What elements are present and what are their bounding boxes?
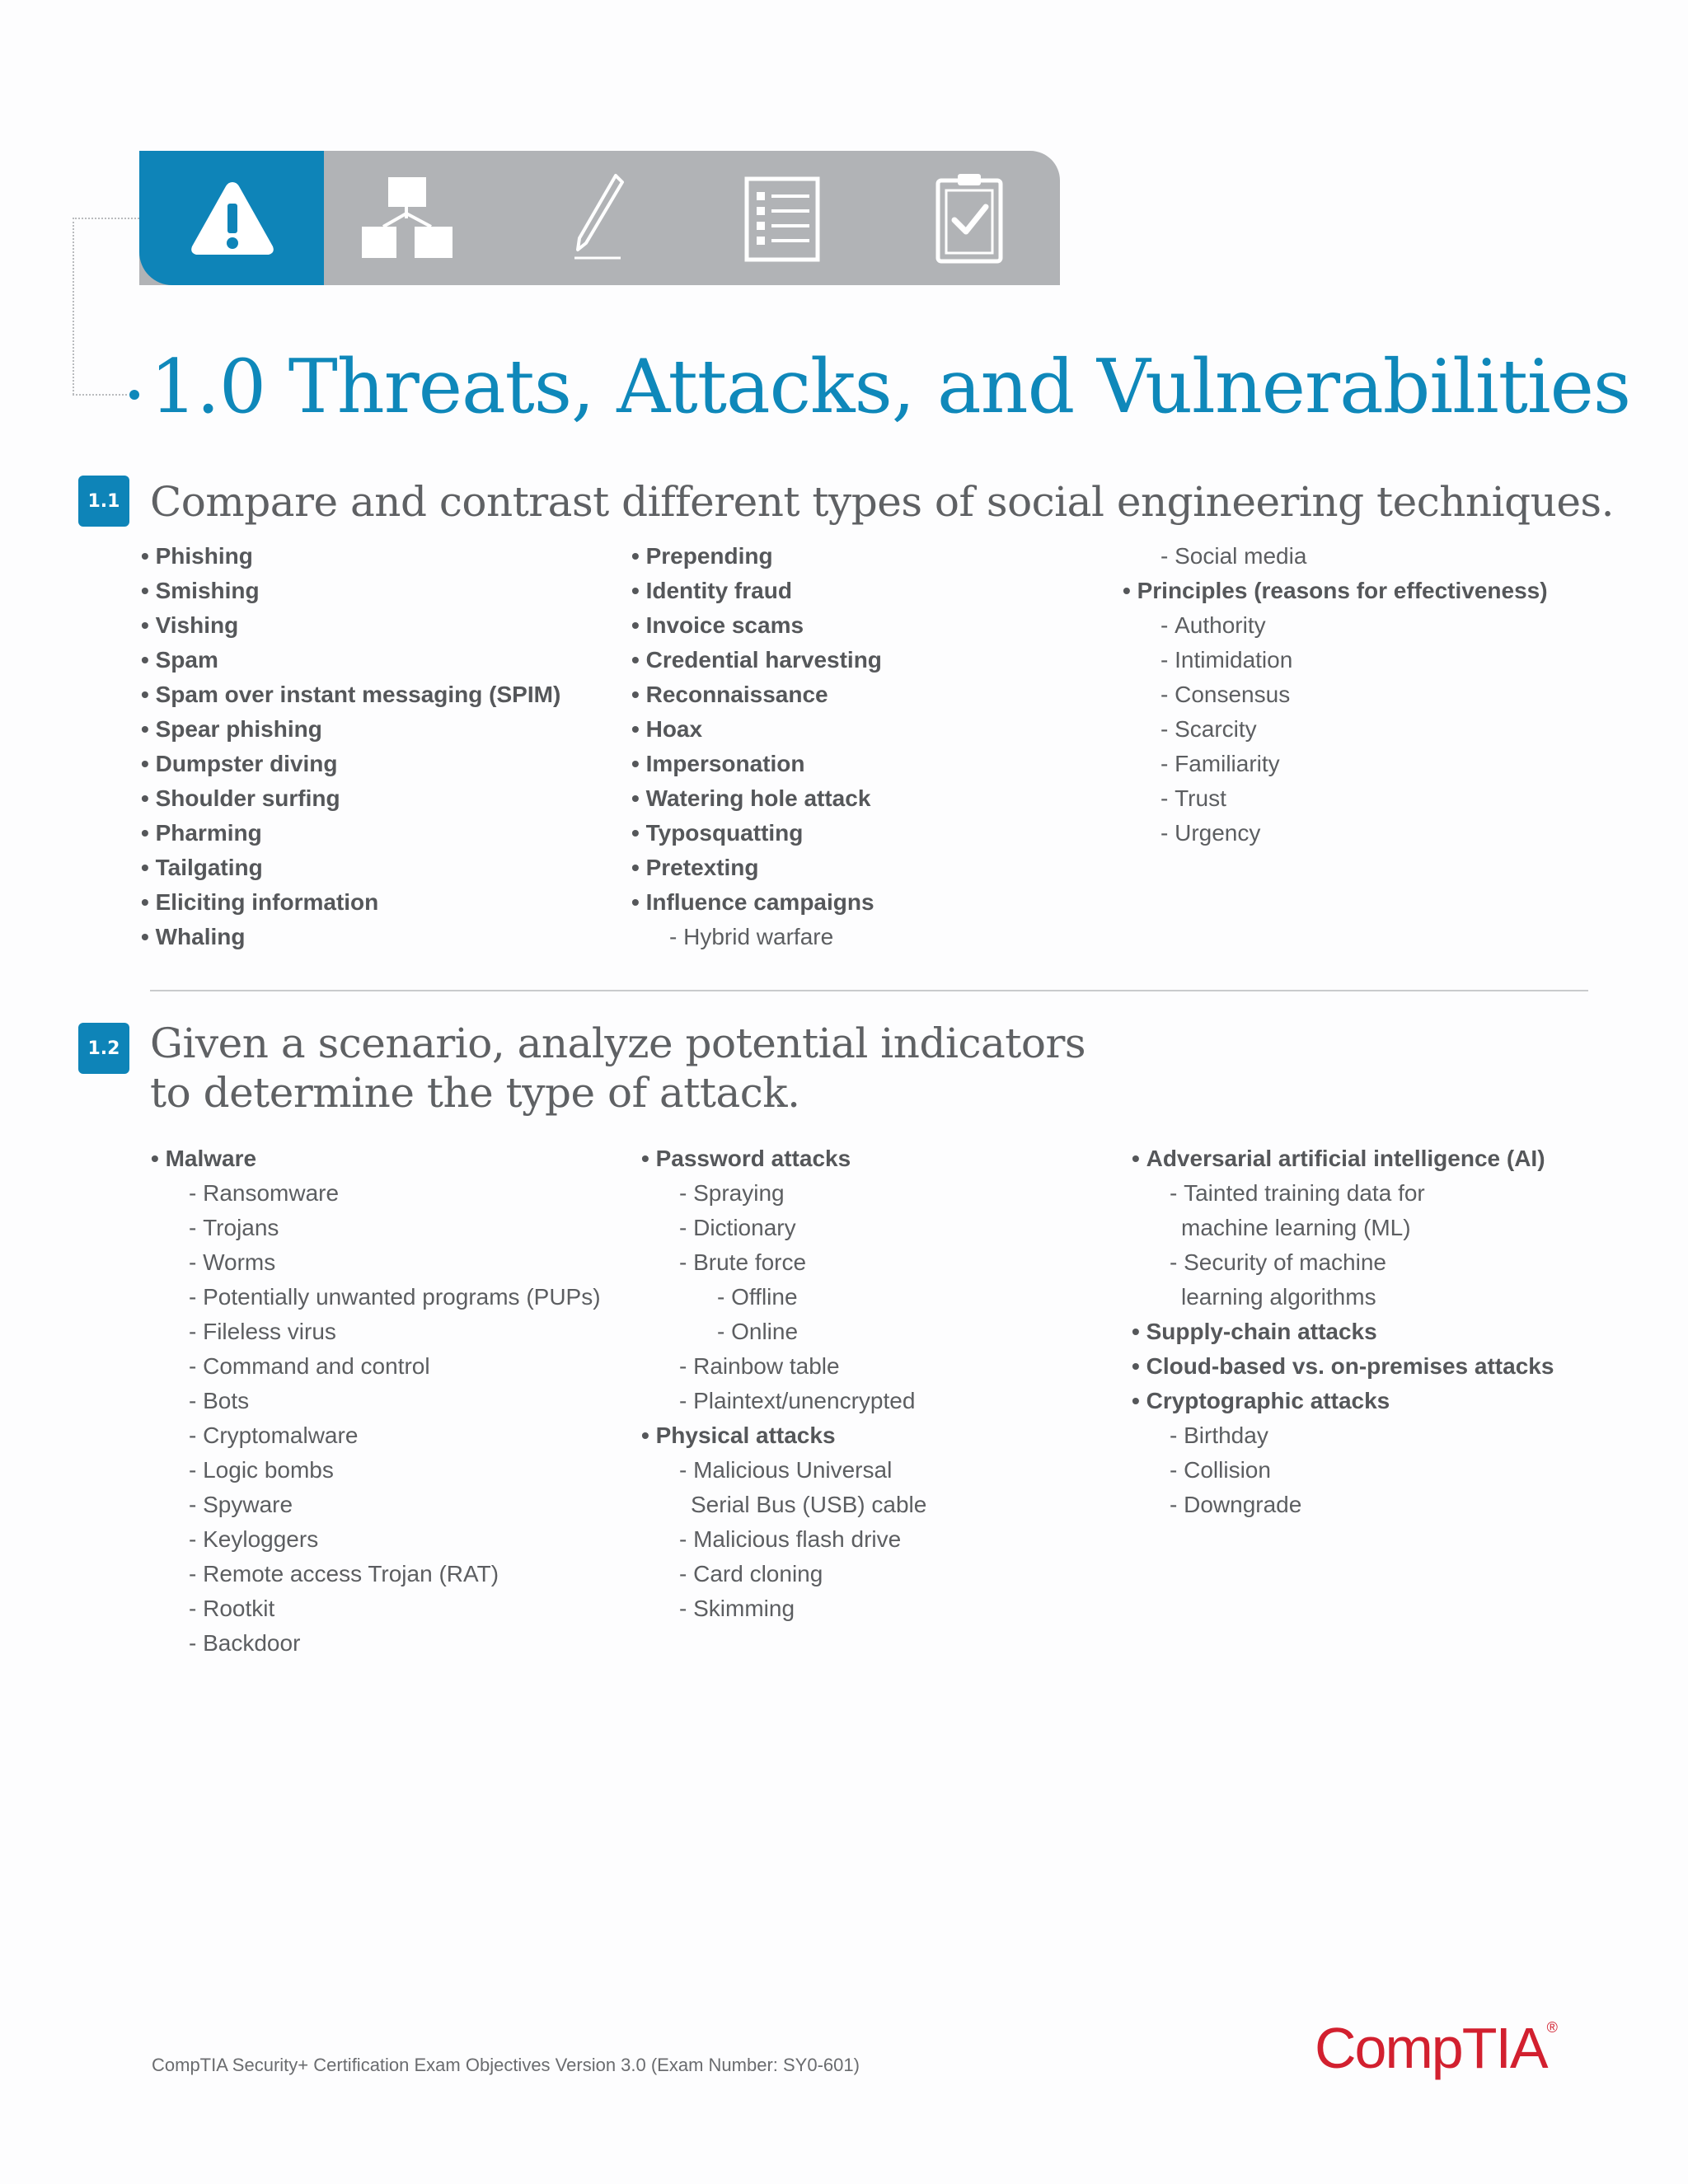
list-item: • Smishing [141, 574, 560, 608]
list-subitem: - Worms [151, 1245, 601, 1280]
list-subitem: - Collision [1132, 1453, 1554, 1488]
list-subitem: - Intimidation [1123, 643, 1548, 677]
list-item: • Vishing [141, 608, 560, 643]
section-1-1-column-1 [141, 539, 560, 954]
list-item: • Physical attacks [641, 1418, 926, 1453]
list-item: • Spam over instant messaging (SPIM) [141, 677, 560, 712]
list-subitem: - Trojans [151, 1211, 601, 1245]
list-item: • Invoice scams [631, 608, 882, 643]
list-item: • Influence campaigns [631, 885, 882, 920]
list-item: • Prepending [631, 539, 882, 574]
list-item: • Credential harvesting [631, 643, 882, 677]
list-subsubitem: - Online [641, 1315, 926, 1349]
list-subitem: - Consensus [1123, 677, 1548, 712]
list-subitem: - Urgency [1123, 816, 1548, 851]
list-item: • Pretexting [631, 851, 882, 885]
domain-tab-threats[interactable] [139, 151, 324, 285]
connector-line-top [73, 218, 139, 219]
list-subitem: - Ransomware [151, 1176, 601, 1211]
list-subitem: - Plaintext/unencrypted [641, 1384, 926, 1418]
list-subitem: - Keyloggers [151, 1522, 601, 1557]
list-item: • Cryptographic attacks [1132, 1384, 1554, 1418]
list-subitem: - Downgrade [1132, 1488, 1554, 1522]
section-1-1-column-3 [1123, 539, 1548, 851]
section-1-1-column-2 [631, 539, 882, 954]
section-divider [150, 990, 1588, 991]
comptia-logo [1315, 2011, 1578, 2085]
page-title: 1.0 Threats, Attacks, and Vulnerabilities [150, 344, 1631, 430]
list-subitem: - Authority [1123, 608, 1548, 643]
list-item: • Typosquatting [631, 816, 882, 851]
list-subitem: - Remote access Trojan (RAT) [151, 1557, 601, 1591]
list-subitem: - Security of machine [1132, 1245, 1554, 1280]
list-subitem: - Bots [151, 1384, 601, 1418]
list-subitem: - Social media [1123, 539, 1548, 574]
list-item: • Malware [151, 1141, 601, 1176]
connector-line-vertical [73, 218, 74, 395]
section-title-1-2 [150, 1019, 1139, 1118]
section-badge-1-1: 1.1 [78, 476, 129, 527]
list-item: • Tailgating [141, 851, 560, 885]
list-item: • Dumpster diving [141, 747, 560, 781]
list-subitem: - Tainted training data for [1132, 1176, 1554, 1211]
hierarchy-icon[interactable] [359, 172, 457, 263]
list-subitem-continuation: learning algorithms [1181, 1284, 1376, 1310]
list-subitem: - Birthday [1132, 1418, 1554, 1453]
list-subitem: - Rootkit [151, 1591, 601, 1626]
list-subitem: - Card cloning [641, 1557, 926, 1591]
comptia-logo-text: CompTIA [1315, 2016, 1547, 2080]
list-subitem: - Brute force [641, 1245, 926, 1280]
list-item: • Hoax [631, 712, 882, 747]
list-item: • Eliciting information [141, 885, 560, 920]
list-subitem: - Logic bombs [151, 1453, 601, 1488]
pen-icon[interactable] [568, 172, 634, 263]
list-item: • Supply-chain attacks [1132, 1315, 1554, 1349]
list-subitem: - Spyware [151, 1488, 601, 1522]
section-1-2-column-1 [151, 1141, 601, 1661]
list-item: • Shoulder surfing [141, 781, 560, 816]
list-subitem-continuation: Serial Bus (USB) cable [691, 1492, 927, 1517]
list-subitem: - Hybrid warfare [631, 920, 882, 954]
section-title-1-1: Compare and contrast different types of social engineering techniques. [150, 478, 1614, 526]
list-item: • Impersonation [631, 747, 882, 781]
connector-line-bottom [73, 394, 127, 396]
section-badge-1-2: 1.2 [78, 1023, 129, 1074]
list-subitem: - Rainbow table [641, 1349, 926, 1384]
section-title-1-2-line-1: Given a scenario, analyze potential indicators [150, 1019, 1086, 1067]
section-1-2-column-3 [1132, 1141, 1554, 1522]
list-subsubitem: - Offline [641, 1280, 926, 1315]
list-item: • Identity fraud [631, 574, 882, 608]
list-item: • Watering hole attack [631, 781, 882, 816]
list-subitem: - Malicious Universal [641, 1453, 926, 1488]
footer-text: CompTIA Security+ Certification Exam Objectives Version 3.0 (Exam Number: SY0-601) [152, 2055, 860, 2075]
list-subitem: - Dictionary [641, 1211, 926, 1245]
list-subitem: - Backdoor [151, 1626, 601, 1661]
list-subitem: - Scarcity [1123, 712, 1548, 747]
list-subitem: - Familiarity [1123, 747, 1548, 781]
list-subitem: - Spraying [641, 1176, 926, 1211]
list-subitem-continuation: machine learning (ML) [1181, 1215, 1411, 1240]
list-item: • Cloud-based vs. on-premises attacks [1132, 1349, 1554, 1384]
list-item: • Spam [141, 643, 560, 677]
list-subitem: - Cryptomalware [151, 1418, 601, 1453]
section-1-2-column-2 [641, 1141, 926, 1626]
list-subitem: - Malicious flash drive [641, 1522, 926, 1557]
list-subitem: - Fileless virus [151, 1315, 601, 1349]
list-item: • Pharming [141, 816, 560, 851]
list-item: • Phishing [141, 539, 560, 574]
list-item: • Principles (reasons for effectiveness) [1123, 574, 1548, 608]
warning-icon [187, 177, 278, 260]
list-subitem: - Potentially unwanted programs (PUPs) [151, 1280, 601, 1315]
list-item: • Spear phishing [141, 712, 560, 747]
domain-nav-bar [139, 151, 1060, 285]
list-item: • Adversarial artificial intelligence (AI) [1132, 1141, 1554, 1176]
registered-mark: ® [1546, 2019, 1558, 2036]
list-subitem: - Skimming [641, 1591, 926, 1626]
clipboard-check-icon[interactable] [933, 171, 1007, 265]
list-subitem: - Trust [1123, 781, 1548, 816]
list-item: • Whaling [141, 920, 560, 954]
list-item: • Reconnaissance [631, 677, 882, 712]
section-title-1-2-line-2: to determine the type of attack. [150, 1069, 800, 1117]
title-bullet [129, 390, 139, 400]
list-item: • Password attacks [641, 1141, 926, 1176]
checklist-icon[interactable] [743, 176, 826, 266]
list-subitem: - Command and control [151, 1349, 601, 1384]
